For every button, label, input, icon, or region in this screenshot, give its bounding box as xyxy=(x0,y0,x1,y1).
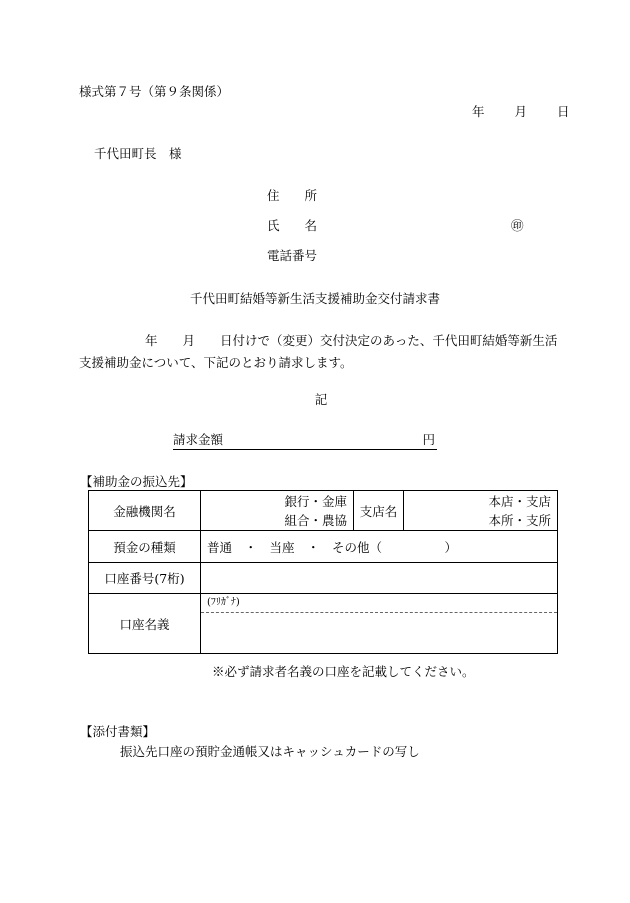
document-title: 千代田町結婚等新生活支援補助金交付請求書 xyxy=(189,291,440,306)
furigana-label: (ﾌﾘｶﾞﾅ) xyxy=(201,594,557,613)
note: ※必ず請求者名義の口座を記載してください。 xyxy=(212,664,475,679)
name-label: 氏 名 xyxy=(267,218,318,233)
institution-field[interactable] xyxy=(201,491,354,531)
date-year: 年 xyxy=(472,104,485,119)
deposit-type-label: 預金の種類 xyxy=(89,531,201,563)
date-month: 月 xyxy=(514,104,528,119)
date-line xyxy=(472,102,570,120)
date-day: 日 xyxy=(557,104,570,119)
yen-unit: 円 xyxy=(422,432,435,447)
body-text: 年 月 日付けで（変更）交付決定のあった、千代田町結婚等新生活支援補助金について、下記のとおり請求します。 xyxy=(79,333,558,370)
attachment-item: 振込先口座の預貯金通帳又はキャッシュカードの写し xyxy=(120,744,420,759)
ki-heading: 記 xyxy=(314,392,328,407)
address-label: 住 所 xyxy=(267,188,318,203)
claim-amount-label: 請求金額 xyxy=(173,432,224,447)
branch-type-1: 本店・支店 xyxy=(488,493,551,509)
account-name-label: 口座名義 xyxy=(89,594,201,654)
branch-field[interactable] xyxy=(404,491,558,531)
bank-table xyxy=(88,490,558,654)
branch-label: 支店名 xyxy=(354,491,404,531)
institution-type-1: 銀行・金庫 xyxy=(284,493,347,509)
account-name-field[interactable] xyxy=(201,594,558,654)
account-number-field[interactable] xyxy=(201,563,558,594)
claim-amount-line[interactable] xyxy=(173,430,437,450)
institution-label: 金融機関名 xyxy=(89,491,201,531)
branch-type-2: 本所・支所 xyxy=(488,512,551,528)
account-number-label: 口座番号(7桁) xyxy=(89,563,201,594)
deposit-options[interactable]: 普通 ・ 当座 ・ その他（ ） xyxy=(201,531,558,563)
addressee: 千代田町長 様 xyxy=(94,146,182,161)
bank-heading: 【補助金の振込先】 xyxy=(80,474,193,489)
attachments-heading: 【添付書類】 xyxy=(80,724,156,739)
seal-mark: ㊞ xyxy=(511,218,524,233)
institution-type-2: 組合・農協 xyxy=(284,512,347,528)
phone-label: 電話番号 xyxy=(267,248,318,263)
form-number: 様式第７号（第９条関係） xyxy=(79,84,230,99)
